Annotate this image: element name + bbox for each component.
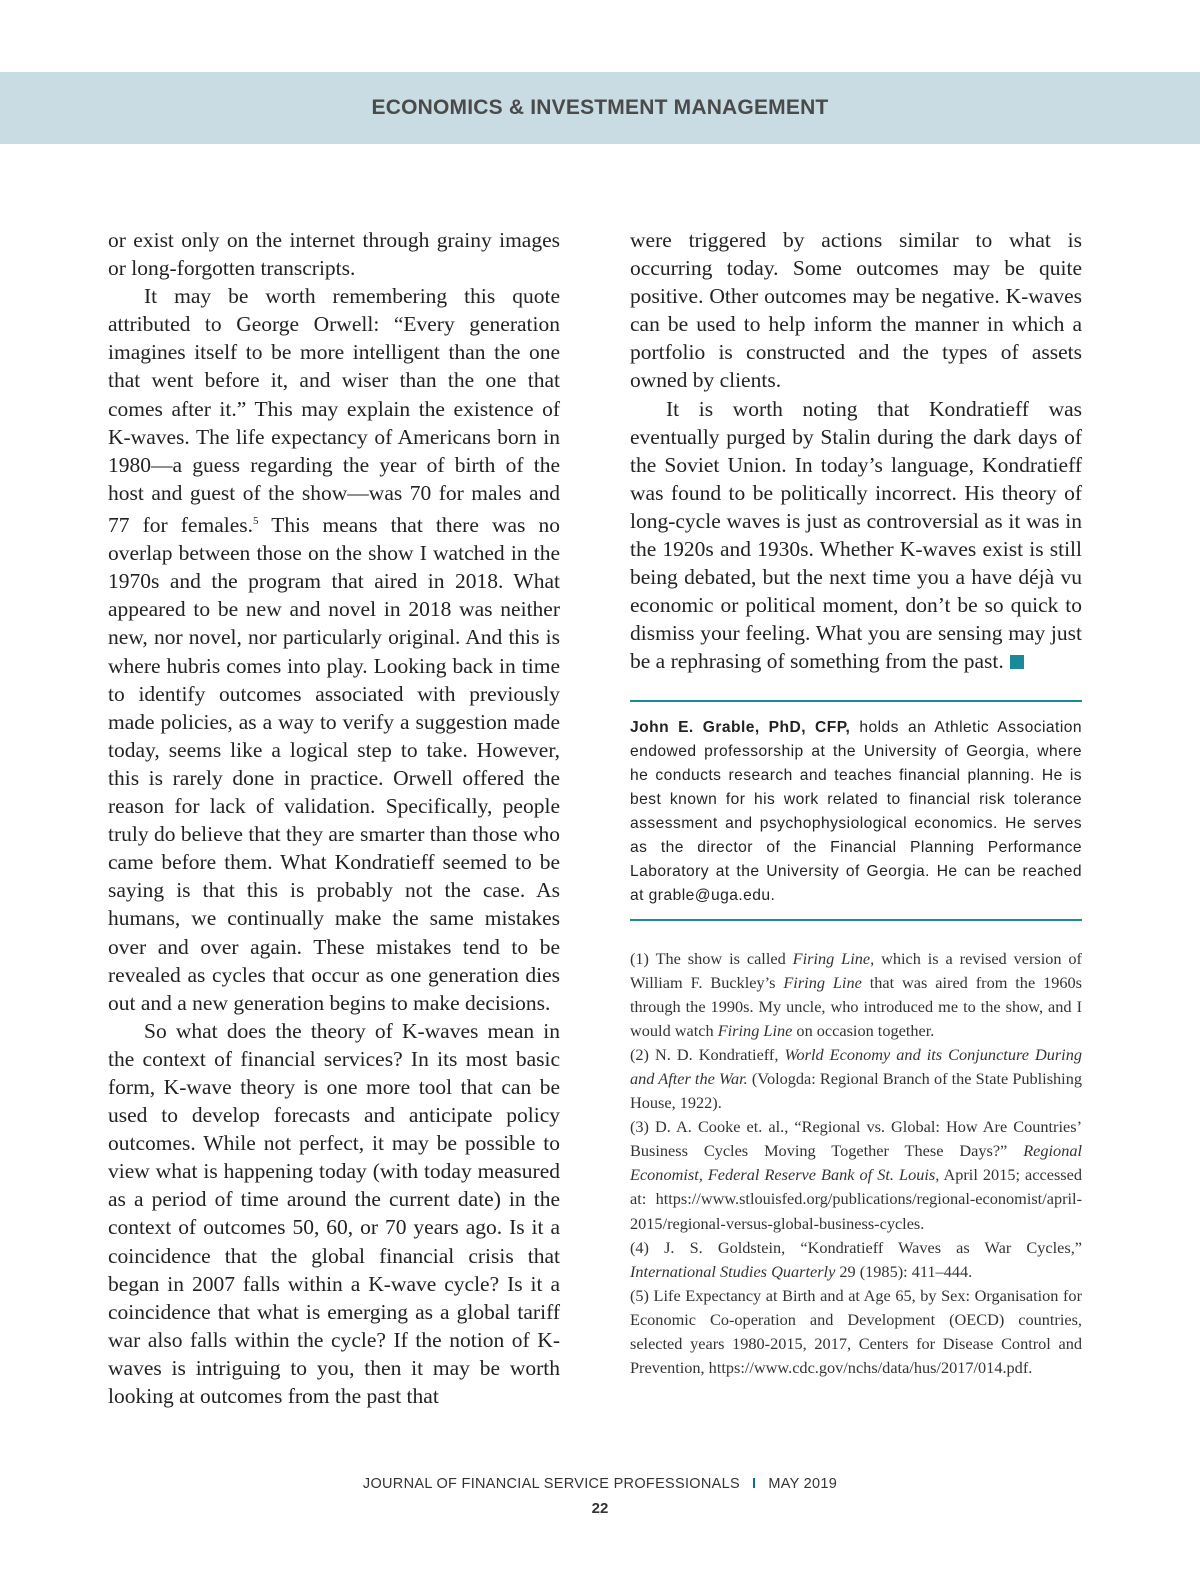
section-header-band [0,72,1200,144]
left-column [108,226,560,1410]
author-bio [630,716,1082,908]
footnote: (1) The show is called Firing Line, which is a revised version of William F. Buckley’s Firing Line that was aired from the 1960s through the 1990s. My uncle, who introduced me to the show, and I would watch Firing Line on occasion together. [630,948,1082,1040]
footnotes [630,947,1082,1381]
footnote: (3) D. A. Cooke et. al., “Regional vs. Global: How Are Countries’ Business Cycles Moving Together These Days?” Regional Economist, Federal Reserve Bank of St. Louis, April 2015; accessed at: https://www.stlouisfed.org/publications/regional-economist/april-2015/regional-versus-global-business-cycles. [630,1117,1082,1233]
page-number: 22 [591,1500,609,1517]
footer-journal-line [0,1476,1200,1492]
paragraph: were triggered by actions similar to what is occurring today. Some outcomes may be quite positive. Other outcomes may be negative. K-waves can be used to help inform the manner in which a portfolio is constructed and the types of assets owned by clients. [630,228,1082,393]
paragraph: So what does the theory of K-waves mean in the context of financial services? In its most basic form, K-wave theory is one more tool that can be used to develop forecasts and anticipate policy outcomes. While not perfect, it may be possible to view what is happening today (with today measured as a period of time around the current date) in the context of outcomes 50, 60, or 70 years ago. Is it a coincidence that the global financial crisis that began in 2007 falls within a K-wave cycle? Is it a coincidence that what is emerging as a global tariff war also falls within the cycle? If the notion of K-waves is intriguing to you, then it may be worth looking at outcomes from the past that [108,1018,560,1408]
right-column [630,226,1082,1380]
footnote: (5) Life Expectancy at Birth and at Age 65, by Sex: Organisation for Economic Co-operation and Development (OECD) countries, selected years 1980-2015, 2017, Centers for Disease Control and Prevention, https://www.cdc.gov/nchs/data/hus/2017/014.pdf. [630,1285,1082,1378]
section-title: ECONOMICS & INVESTMENT MANAGEMENT [371,96,829,119]
paragraph [108,282,560,1017]
end-of-article-mark [1010,655,1024,669]
paragraph-text: It may be worth remembering this quote attributed to George Orwell: “Every generation imagines itself to be more intelligent than the one that went before it, and wiser than the one that comes after it.” This may explain the existence of K-waves. The life expectancy of Americans born in 1980—a guess regarding the year of birth of the host and guest of the show—was 70 for males and 77 for females. [108,284,560,538]
journal-name: JOURNAL OF FINANCIAL SERVICE PROFESSIONALS [362,1476,740,1492]
author-name: John E. Grable, PhD, CFP, [630,718,851,736]
footer-separator: I [751,1476,757,1492]
paragraph: or exist only on the internet through grainy images or long-forgotten transcripts. [108,228,560,281]
reference-marker: 5 [253,514,259,527]
divider [630,700,1082,702]
paragraph [630,395,1082,676]
divider [630,919,1082,921]
paragraph-text: This means that there was no overlap between those on the show I watched in the 1970s and the program that aired in 2018. What appeared to be new and novel in 2018 was neither new, nor novel, nor particularly original. And this is where hubris comes into play. Looking back in time to identify outcomes associated with previously made policies, as a way to verify a suggestion made today, seems like a logical step to take. However, this is rarely done in practice. Orwell offered the reason for lack of validation. Specifically, people truly do believe that they are smarter than those who came before them. What Kondratieff seemed to be saying is that this is probably not the case. As humans, we continually make the same mistakes over and over again. These mistakes tend to be revealed as cycles that occur as one generation dies out and a new generation begins to make decisions. [108,513,561,1015]
author-bio-text: holds an Athletic Association endowed professorship at the University of Georgia, where he conducts research and teaches financial planning. He is best known for his work related to financial risk tolerance assessment and psychophysiological economics. He serves as the director of the Financial Planning Performance Laboratory at the University of Georgia. He can be reached at grable@uga.edu. [630,718,1082,904]
footnote: (4) J. S. Goldstein, “Kondratieff Waves as War Cycles,” International Studies Quarterly 29 (1985): 411–444. [630,1237,1082,1281]
issue-date: MAY 2019 [768,1476,838,1492]
footnote: (2) N. D. Kondratieff, World Economy and its Conjuncture During and After the War. (Vologda: Regional Branch of the State Publishing House, 1922). [630,1044,1082,1113]
paragraph-text: It is worth noting that Kondratieff was eventually purged by Stalin during the dark days of the Soviet Union. In today’s language, Kondratieff was found to be politically incorrect. His theory of long-cycle waves is just as controversial as it was in the 1920s and 1930s. Whether K-waves exist is still being debated, but the next time you a have déjà vu economic or political moment, don’t be so quick to dismiss your feeling. What you are sensing may just be a rephrasing of something from the past. [630,396,1082,674]
